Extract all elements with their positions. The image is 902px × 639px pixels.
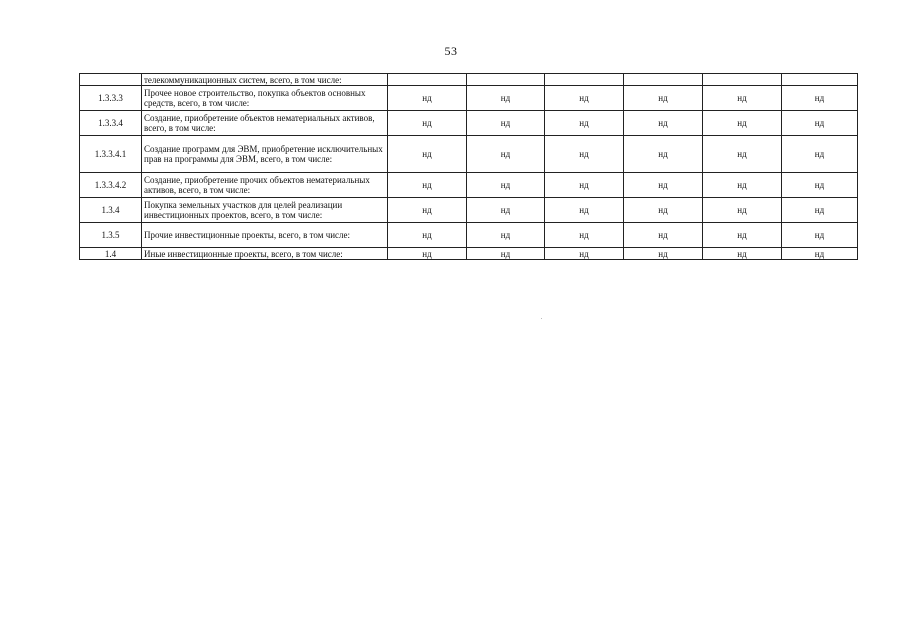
- row-code: 1.3.3.3: [80, 86, 142, 111]
- row-value: нд: [467, 86, 545, 111]
- row-value: [545, 74, 624, 86]
- row-value: нд: [388, 86, 467, 111]
- row-value: нд: [703, 111, 782, 136]
- row-code: 1.3.3.4: [80, 111, 142, 136]
- row-value: нд: [545, 248, 624, 260]
- row-value: нд: [703, 198, 782, 223]
- row-code: 1.3.3.4.2: [80, 173, 142, 198]
- row-value: [703, 74, 782, 86]
- row-value: нд: [467, 173, 545, 198]
- row-value: нд: [388, 173, 467, 198]
- row-value: нд: [467, 198, 545, 223]
- row-value: [782, 74, 858, 86]
- row-name: Прочие инвестиционные проекты, всего, в том числе:: [142, 223, 388, 248]
- row-name: Создание, приобретение объектов нематериальных активов, всего, в том числе:: [142, 111, 388, 136]
- row-value: нд: [388, 198, 467, 223]
- row-value: нд: [703, 173, 782, 198]
- row-value: нд: [545, 111, 624, 136]
- row-value: нд: [624, 198, 703, 223]
- row-value: нд: [388, 136, 467, 173]
- row-value: нд: [624, 248, 703, 260]
- row-value: нд: [782, 198, 858, 223]
- row-code: 1.3.3.4.1: [80, 136, 142, 173]
- row-value: нд: [467, 111, 545, 136]
- table-row: [80, 248, 858, 260]
- row-name: Прочее новое строительство, покупка объектов основных средств, всего, в том числе:: [142, 86, 388, 111]
- row-value: нд: [624, 86, 703, 111]
- row-name: Создание программ для ЭВМ, приобретение исключительных прав на программы для ЭВМ, всего, в том числе:: [142, 136, 388, 173]
- row-value: нд: [467, 223, 545, 248]
- row-value: нд: [624, 173, 703, 198]
- row-value: нд: [545, 223, 624, 248]
- row-value: нд: [545, 86, 624, 111]
- row-code: 1.4: [80, 248, 142, 260]
- row-value: нд: [545, 173, 624, 198]
- row-value: нд: [703, 223, 782, 248]
- row-name: Создание, приобретение прочих объектов нематериальных активов, всего, в том числе:: [142, 173, 388, 198]
- page-number: 53: [444, 44, 458, 58]
- row-value: нд: [388, 111, 467, 136]
- row-value: нд: [624, 223, 703, 248]
- row-value: нд: [467, 136, 545, 173]
- row-value: нд: [388, 223, 467, 248]
- row-value: нд: [624, 136, 703, 173]
- row-value: нд: [703, 86, 782, 111]
- row-value: нд: [782, 86, 858, 111]
- row-code: [80, 74, 142, 86]
- row-value: нд: [782, 136, 858, 173]
- row-value: нд: [703, 136, 782, 173]
- table-row: [80, 223, 858, 248]
- scan-artifact: [541, 318, 542, 319]
- row-value: нд: [624, 111, 703, 136]
- row-value: [467, 74, 545, 86]
- row-code: 1.3.5: [80, 223, 142, 248]
- row-code: 1.3.4: [80, 198, 142, 223]
- table-row: [80, 111, 858, 136]
- row-value: нд: [388, 248, 467, 260]
- table-row: [80, 136, 858, 173]
- row-value: [624, 74, 703, 86]
- row-value: нд: [545, 136, 624, 173]
- row-value: нд: [782, 223, 858, 248]
- row-name: телекоммуникационных систем, всего, в том числе:: [142, 74, 388, 86]
- table-row: [80, 74, 858, 86]
- row-name: Покупка земельных участков для целей реализации инвестиционных проектов, всего, в том числе:: [142, 198, 388, 223]
- row-name: Иные инвестиционные проекты, всего, в том числе:: [142, 248, 388, 260]
- table-row: [80, 198, 858, 223]
- row-value: [388, 74, 467, 86]
- investment-table: [79, 73, 858, 260]
- table-row: [80, 173, 858, 198]
- row-value: нд: [782, 173, 858, 198]
- row-value: нд: [703, 248, 782, 260]
- table-body: [80, 74, 858, 260]
- table-row: [80, 86, 858, 111]
- row-value: нд: [782, 248, 858, 260]
- row-value: нд: [467, 248, 545, 260]
- row-value: нд: [782, 111, 858, 136]
- row-value: нд: [545, 198, 624, 223]
